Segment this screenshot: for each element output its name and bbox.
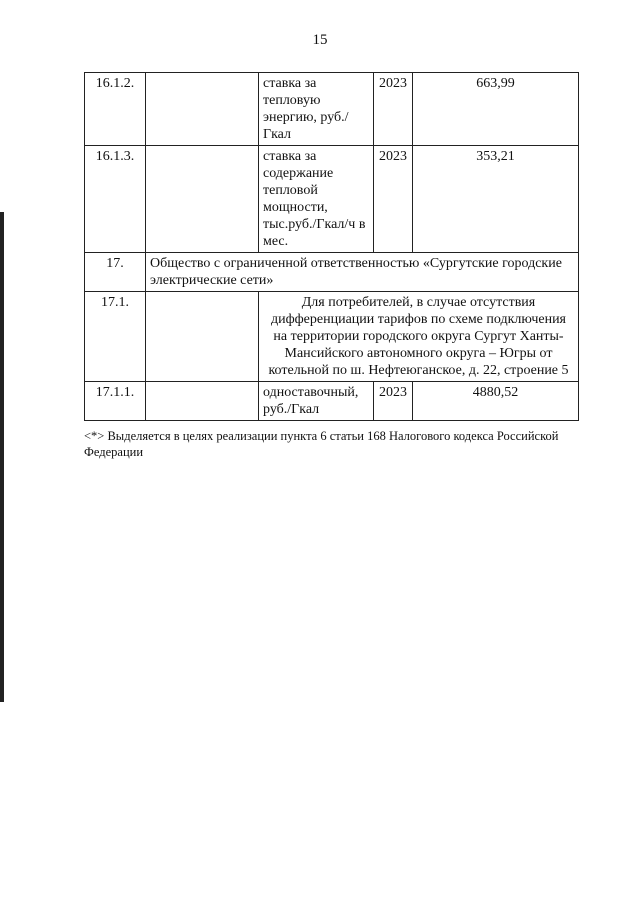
- empty-cell: [146, 292, 259, 382]
- consumer-description: Для потребителей, в случае отсутствия дифференциации тарифов по схеме подключения на территории городского округа Сургут Ханты-Мансийского автономного округа – Югры от котельной по ш. Нефтеюганское, д. 22, строение 5: [259, 292, 579, 382]
- row-number: 17.1.: [85, 292, 146, 382]
- tariff-year: 2023: [374, 146, 413, 253]
- table-row: [85, 382, 579, 421]
- row-number: 16.1.2.: [85, 73, 146, 146]
- table-row: [85, 253, 579, 292]
- empty-cell: [146, 146, 259, 253]
- tariff-unit: одноставочный, руб./Гкал: [259, 382, 374, 421]
- footnote: <*> Выделяется в целях реализации пункта 6 статьи 168 Налогового кодекса Российской Федерации: [84, 429, 559, 459]
- tariff-value: 663,99: [413, 73, 579, 146]
- organization-name: Общество с ограниченной ответственностью «Сургутские городские электрические сети»: [146, 253, 579, 292]
- table-row: [85, 73, 579, 146]
- tariff-year: 2023: [374, 382, 413, 421]
- tariff-unit: ставка за содержание тепловой мощности, тыс.руб./Гкал/ч в мес.: [259, 146, 374, 253]
- table-row: [85, 146, 579, 253]
- margin-binding-mark: [0, 212, 4, 702]
- row-number: 16.1.3.: [85, 146, 146, 253]
- row-number: 17.: [85, 253, 146, 292]
- tariff-year: 2023: [374, 73, 413, 146]
- empty-cell: [146, 382, 259, 421]
- row-number: 17.1.1.: [85, 382, 146, 421]
- tariff-value: 4880,52: [413, 382, 579, 421]
- tariff-value: 353,21: [413, 146, 579, 253]
- tariff-table: [84, 72, 579, 421]
- table-row: [85, 292, 579, 382]
- empty-cell: [146, 73, 259, 146]
- tariff-unit: ставка за тепловую энергию, руб./Гкал: [259, 73, 374, 146]
- page-number: 15: [312, 32, 328, 48]
